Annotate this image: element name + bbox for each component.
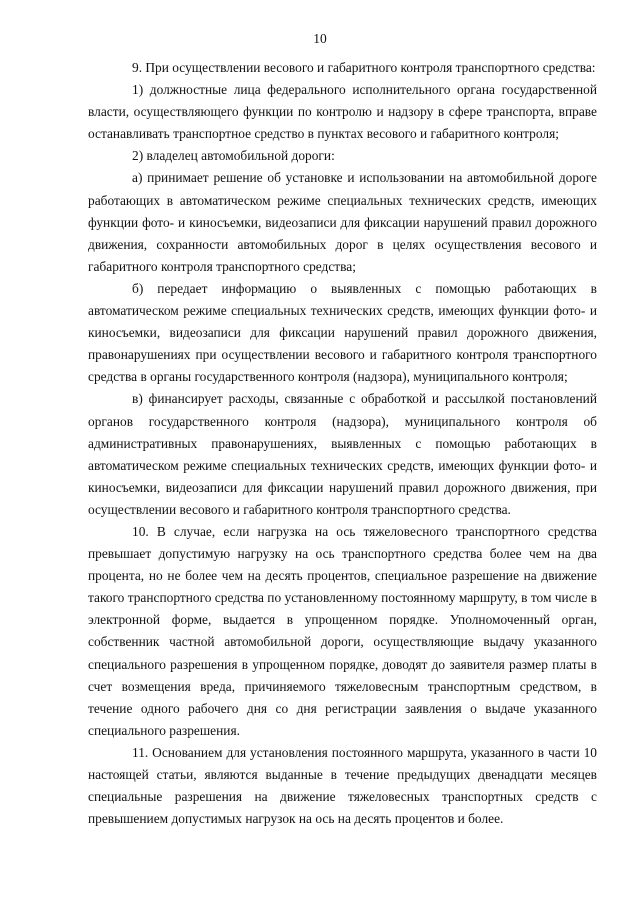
paragraph-10: 10. В случае, если нагрузка на ось тяжеловесного транспортного средства превышает допустимую нагрузку на ось транспортного средства более чем на два процента, но не более чем на десять процентов, специальное разрешение на движение такого транспортного средства по установленному постоянному маршруту, в том числе в электронной форме, выдается в упрощенном порядке. Уполномоченный орган, собственник частной автомобильной дороги, осуществляющие выдачу указанного специального разрешения в упрощенном порядке, доводят до заявителя размер платы в счет возмещения вреда, причиняемого тяжеловесным транспортным средством, в течение одного рабочего дня со дня регистрации заявления о выдаче указанного специального разрешения. (88, 523, 597, 738)
paragraph-9-item-2v: в) финансирует расходы, связанные с обработкой и рассылкой постановлений органов государственного контроля (надзора), муниципального контроля об административных правонарушениях, выявленных с помощью работающих в автоматическом режиме специальных технических средств, имеющих функции фото- и киносъемки, видеозаписи для фиксации нарушений правил дорожного движения, при осуществлении весового и габаритного контроля транспортного средства. (88, 391, 597, 517)
paragraph-9-item-2b: б) передает информацию о выявленных с помощью работающих в автоматическом режиме специальных технических средств, имеющих функции фото- и киносъемки, видеозаписи для фиксации нарушений правил дорожного движения, правонарушениях при осуществлении весового и габаритного контроля транспортного средства в органы государственного контроля (надзора), муниципального контроля; (88, 280, 597, 385)
paragraph-9-item-1: 1) должностные лица федерального исполнительного органа государственной власти, осуществляющего функции по контролю и надзору в сфере транспорта, вправе останавливать транспортное средство в пунктах весового и габаритного контроля; (88, 82, 597, 142)
paragraph-11: 11. Основанием для установления постоянного маршрута, указанного в части 10 настоящей статьи, являются выданные в течение предыдущих двенадцати месяцев специальные разрешения на движение тяжеловесных транспортных средств с превышением допустимых нагрузок на ось на десять процентов и более. (88, 744, 597, 827)
page-number: 10 (313, 31, 327, 46)
paragraph-9-item-2a: а) принимает решение об установке и использовании на автомобильной дороге работающих в автоматическом режиме специальных технических средств, имеющих функции фото- и киносъемки, видеозаписи для фиксации нарушений правил дорожного движения, сохранности автомобильных дорог в целях осуществления весового и габаритного контроля транспортного средства; (88, 170, 597, 274)
paragraph-9: 9. При осуществлении весового и габаритного контроля транспортного средства: (132, 60, 596, 75)
paragraph-9-item-2: 2) владелец автомобильной дороги: (132, 148, 335, 164)
document-body (88, 57, 597, 830)
